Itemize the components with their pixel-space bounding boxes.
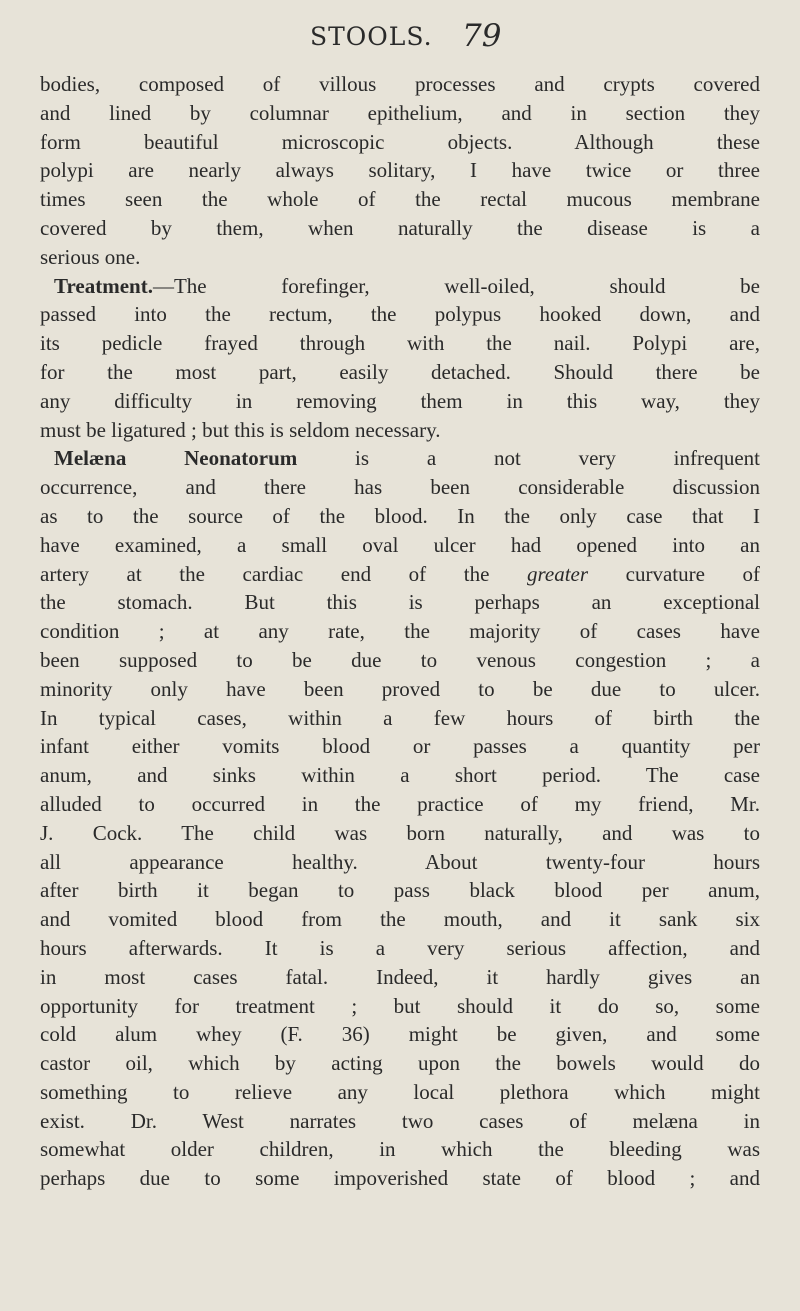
- text-line: [40, 848, 760, 877]
- line-text: hours afterwards. It is a very serious affection, and: [40, 935, 760, 960]
- line-text: its pedicle frayed through with the nail. Polypi are,: [40, 331, 760, 356]
- line-text: serious one.: [40, 244, 141, 269]
- line-text: in most cases fatal. Indeed, it hardly gives an: [40, 964, 760, 989]
- line-text: form beautiful microscopic objects. Although these: [40, 129, 760, 154]
- line-text: been supposed to be due to venous congestion ; a: [40, 647, 760, 672]
- text-line: [40, 70, 760, 99]
- text-line: [40, 1164, 760, 1193]
- line-text: bodies, composed of villous processes and crypts covered: [40, 72, 760, 96]
- line-text: covered by them, when naturally the disease is a: [40, 215, 760, 240]
- text-line: [40, 444, 760, 473]
- line-text: as to the source of the blood. In the only case that I: [40, 503, 760, 528]
- line-text: anum, and sinks within a short period. The case: [40, 763, 760, 788]
- line-text: have examined, a small oval ulcer had opened into an: [40, 532, 760, 557]
- text-line: [40, 1078, 760, 1107]
- text-line: [40, 128, 760, 157]
- running-head: [40, 20, 780, 62]
- line-text: all appearance healthy. About twenty-four hours: [40, 849, 760, 874]
- text-line: [40, 560, 760, 589]
- text-line: [40, 99, 760, 128]
- text-line: [40, 790, 760, 819]
- text-line: [40, 934, 760, 963]
- line-text: alluded to occurred in the practice of my friend, Mr.: [40, 791, 760, 816]
- text-line: [40, 416, 760, 445]
- text-line: [40, 1135, 760, 1164]
- running-title: STOOLS.: [310, 22, 433, 51]
- text-line: [40, 358, 760, 387]
- text-line: [40, 876, 760, 905]
- text-line: [40, 761, 760, 790]
- line-text: opportunity for treatment ; but should it do so, some: [40, 993, 760, 1018]
- text-line: [40, 963, 760, 992]
- text-line: [40, 300, 760, 329]
- page-number: 79: [462, 18, 502, 54]
- text-line: [40, 387, 760, 416]
- text-line: [40, 732, 760, 761]
- text-line: [40, 819, 760, 848]
- section-heading: Melæna Neonatorum: [54, 446, 298, 471]
- line-text: exist. Dr. West narrates two cases of melæna in: [40, 1108, 760, 1133]
- text-line: [40, 531, 760, 560]
- section-heading: Treatment.: [54, 273, 153, 298]
- text-line: [40, 329, 760, 358]
- line-text: for the most part, easily detached. Should there be: [40, 359, 760, 384]
- text-line: [40, 617, 760, 646]
- text-line: [40, 704, 760, 733]
- text-line: [40, 646, 760, 675]
- text-line: [40, 1049, 760, 1078]
- line-text: castor oil, which by acting upon the bowels would do: [40, 1051, 760, 1076]
- line-text: is a not very infrequent: [297, 446, 760, 471]
- line-text: the stomach. But this is perhaps an exceptional: [40, 590, 760, 615]
- text-line: [40, 185, 760, 214]
- italic-word: greater: [527, 561, 589, 586]
- line-text: something to relieve any local plethora which might: [40, 1079, 760, 1104]
- line-text: infant either vomits blood or passes a quantity per: [40, 734, 760, 759]
- line-text: any difficulty in removing them in this way, they: [40, 388, 760, 413]
- line-text: occurrence, and there has been considerable discussion: [40, 475, 760, 500]
- line-text: perhaps due to some impoverished state of blood ; and: [40, 1166, 760, 1191]
- line-text: must be ligatured ; but this is seldom necessary.: [40, 417, 441, 442]
- line-text: In typical cases, within a few hours of birth the: [40, 705, 760, 730]
- text-line: [40, 156, 760, 185]
- line-text: cold alum whey (F. 36) might be given, and some: [40, 1022, 760, 1047]
- line-text: J. Cock. The child was born naturally, and was to: [40, 820, 760, 845]
- text-line: [40, 675, 760, 704]
- line-text: and vomited blood from the mouth, and it sank six: [40, 907, 760, 932]
- body-text: [40, 70, 760, 1193]
- line-text: minority only have been proved to be due to ulcer.: [40, 676, 760, 701]
- text-line: [40, 502, 760, 531]
- line-text: somewhat older children, in which the bleeding was: [40, 1137, 760, 1162]
- line-text: and lined by columnar epithelium, and in section they: [40, 100, 760, 125]
- text-line: [40, 588, 760, 617]
- line-text: curvature of: [588, 561, 761, 586]
- line-text: times seen the whole of the rectal mucous membrane: [40, 187, 760, 212]
- text-line: [40, 473, 760, 502]
- text-line: [40, 905, 760, 934]
- line-text: after birth it began to pass black blood per anum,: [40, 878, 760, 903]
- text-line: [40, 214, 760, 243]
- text-line: [40, 272, 760, 301]
- line-text: passed into the rectum, the polypus hooked down, and: [40, 302, 760, 327]
- line-text: polypi are nearly always solitary, I have twice or three: [40, 158, 760, 183]
- line-text-pre: artery at the cardiac end of the: [40, 561, 527, 586]
- line-text: —The forefinger, well-oiled, should be: [152, 273, 760, 298]
- text-line: [40, 992, 760, 1021]
- line-text: condition ; at any rate, the majority of cases have: [40, 619, 760, 644]
- text-line: [40, 1020, 760, 1049]
- book-page: [40, 18, 780, 1191]
- text-line: [40, 243, 760, 272]
- text-line: [40, 1107, 760, 1136]
